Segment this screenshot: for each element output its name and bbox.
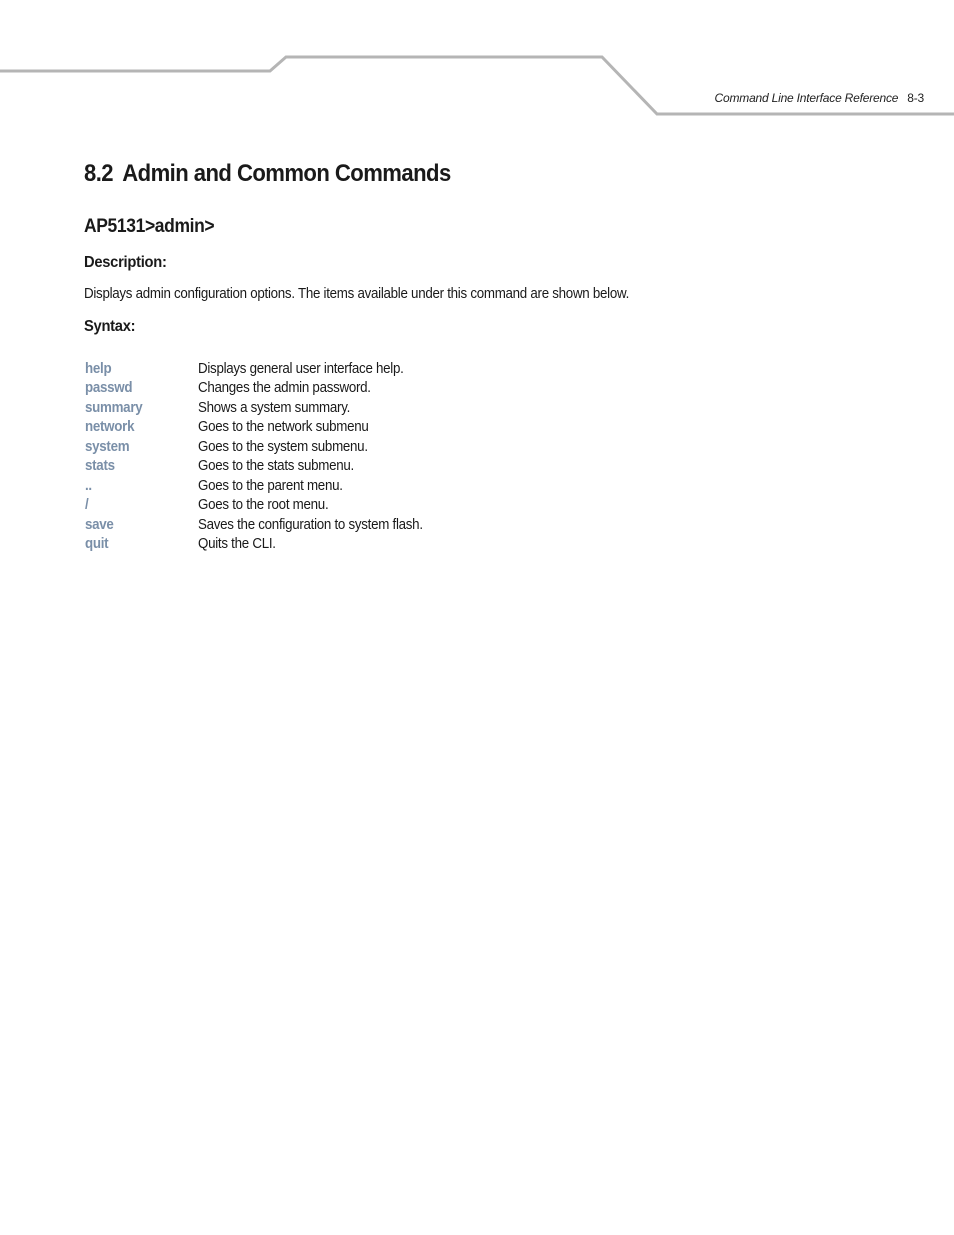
running-header-title: Command Line Interface Reference [714, 91, 899, 105]
syntax-row [85, 379, 585, 399]
syntax-description: Goes to the network submenu [198, 419, 369, 436]
syntax-row [85, 437, 585, 457]
description-heading: Description: [84, 254, 167, 271]
section-title [84, 160, 451, 188]
syntax-list [85, 359, 585, 554]
syntax-row [85, 418, 585, 438]
command-prompt-heading: AP5131>admin> [84, 216, 215, 237]
syntax-row [85, 515, 585, 535]
syntax-row [85, 359, 585, 379]
syntax-description: Goes to the system submenu. [198, 438, 368, 455]
syntax-command: passwd [85, 380, 133, 397]
syntax-description: Shows a system summary. [198, 399, 351, 416]
section-number: 8.2 [84, 160, 114, 187]
syntax-command: quit [85, 536, 109, 553]
running-header [715, 91, 924, 105]
page-number: 8-3 [907, 91, 924, 105]
syntax-command: help [85, 360, 112, 377]
syntax-command: .. [85, 477, 92, 494]
syntax-description: Goes to the stats submenu. [198, 458, 354, 475]
section-title-text: Admin and Common Commands [122, 160, 451, 187]
syntax-command: stats [85, 458, 115, 475]
syntax-command: system [85, 438, 130, 455]
syntax-description: Changes the admin password. [198, 380, 371, 397]
header-rule [0, 0, 954, 130]
syntax-command: network [85, 419, 135, 436]
syntax-description: Displays general user interface help. [198, 360, 404, 377]
syntax-description: Quits the CLI. [198, 536, 276, 553]
syntax-description: Goes to the parent menu. [198, 477, 343, 494]
description-text: Displays admin configuration options. The items available under this command are shown below. [84, 286, 630, 302]
syntax-row [85, 535, 585, 555]
syntax-row [85, 398, 585, 418]
syntax-heading: Syntax: [84, 318, 136, 335]
syntax-description: Saves the configuration to system flash. [198, 516, 423, 533]
syntax-command: summary [85, 399, 143, 416]
syntax-description: Goes to the root menu. [198, 497, 329, 514]
syntax-command: save [85, 516, 114, 533]
syntax-row [85, 457, 585, 477]
syntax-command: / [85, 497, 89, 514]
syntax-row [85, 496, 585, 516]
syntax-row [85, 476, 585, 496]
